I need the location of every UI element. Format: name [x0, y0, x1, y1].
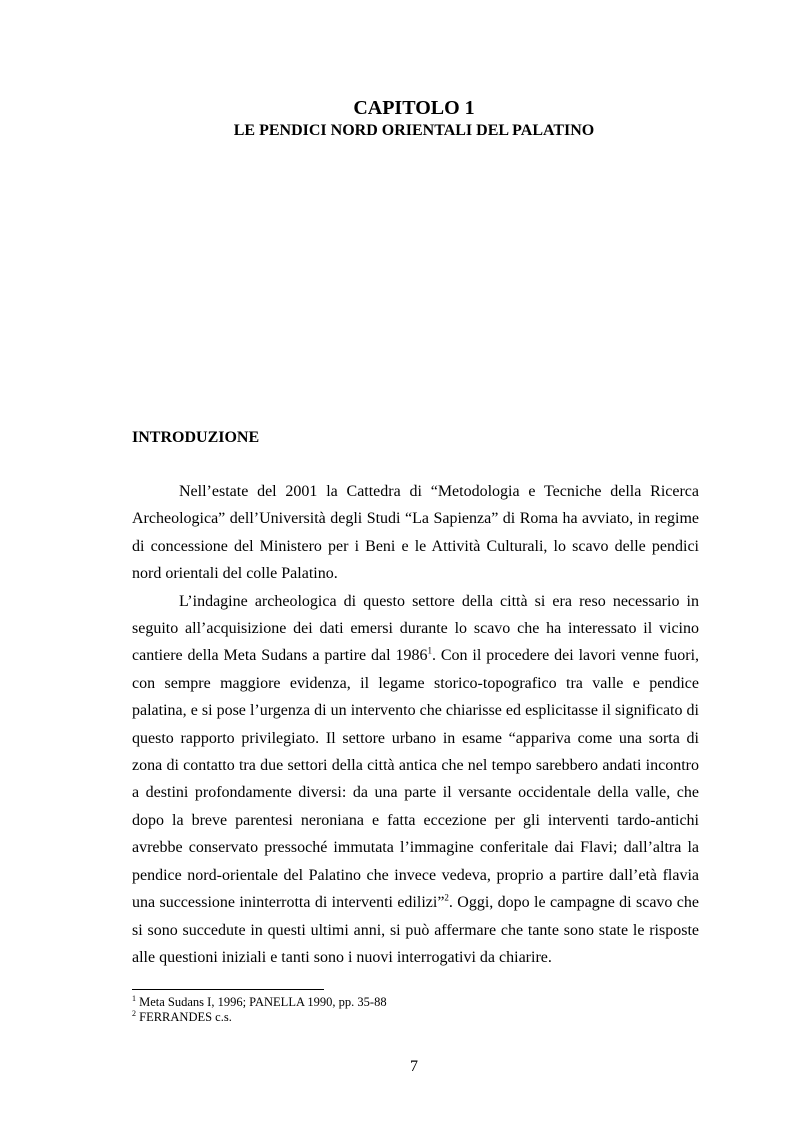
footnote [132, 1010, 699, 1025]
page-number: 7 [410, 1058, 418, 1075]
paragraph: Nell’estate del 2001 la Cattedra di “Metodologia e Tecniche della Ricerca Archeologica” dell’Università degli Studi “La Sapienza” di Roma ha avviato, in regime di concessione del Ministero per i Beni e le Attività Culturali, lo scavo delle pendici nord orientali del colle Palatino. [132, 483, 699, 583]
paragraph-text: . Con il procedere dei lavori venne fuori, con sempre maggiore evidenza, il legame storico-topografico tra valle e pendice palatina, e si pose l’urgenza di un intervento che chiarisse ed esplicitasse il significato di questo rapporto privilegiato. Il settore urbano in esame “appariva come una sorta di zona di contatto tra due settori della città antica che nel tempo sarebbero andati incontro a destini profondamente diversi: da una parte il versante occidentale della valle, che dopo la breve parentesi neroniana e fatta eccezione per gli interventi tardo-antichi avrebbe conservato pressoché immutata l’immagine conferitale dai Flavi; dall’altra la pendice nord-orientale del Palatino che invece vedeva, proprio a partire dall’età flavia una successione ininterrotta di interventi edilizi” [132, 647, 700, 912]
footnotes [132, 995, 699, 1025]
footnote-text: FERRANDES c.s. [136, 1010, 232, 1024]
footnote-number: 1 [132, 993, 136, 1003]
paragraph-text: . Oggi, dopo le campagne di scavo che si sono succedute in questi ultimi anni, si può affermare che tante sono state le risposte alle questioni iniziali e tanti sono i nuovi interrogativi da chiarire. [132, 894, 699, 966]
footnote-text: Meta Sudans I, 1996; PANELLA 1990, pp. 35-88 [136, 995, 387, 1009]
footnote-separator [132, 989, 324, 990]
body-text [132, 478, 699, 971]
footnote-number: 2 [132, 1008, 136, 1018]
footnote-ref: 1 [427, 646, 432, 657]
footnote [132, 995, 699, 1010]
paragraph-text: L’indagine archeologica di questo settore della città si era reso necessario in seguito all’acquisizione dei dati emersi durante lo scavo che ha interessato il vicino cantiere della Meta Sudans a partire dal 1986 [132, 592, 699, 665]
chapter-subtitle: LE PENDICI NORD ORIENTALI DEL PALATINO [233, 122, 595, 139]
paragraph [132, 588, 699, 972]
footnote-ref: 2 [444, 892, 449, 903]
section-heading: INTRODUZIONE [132, 429, 260, 446]
chapter-title: CAPITOLO 1 [353, 97, 475, 119]
